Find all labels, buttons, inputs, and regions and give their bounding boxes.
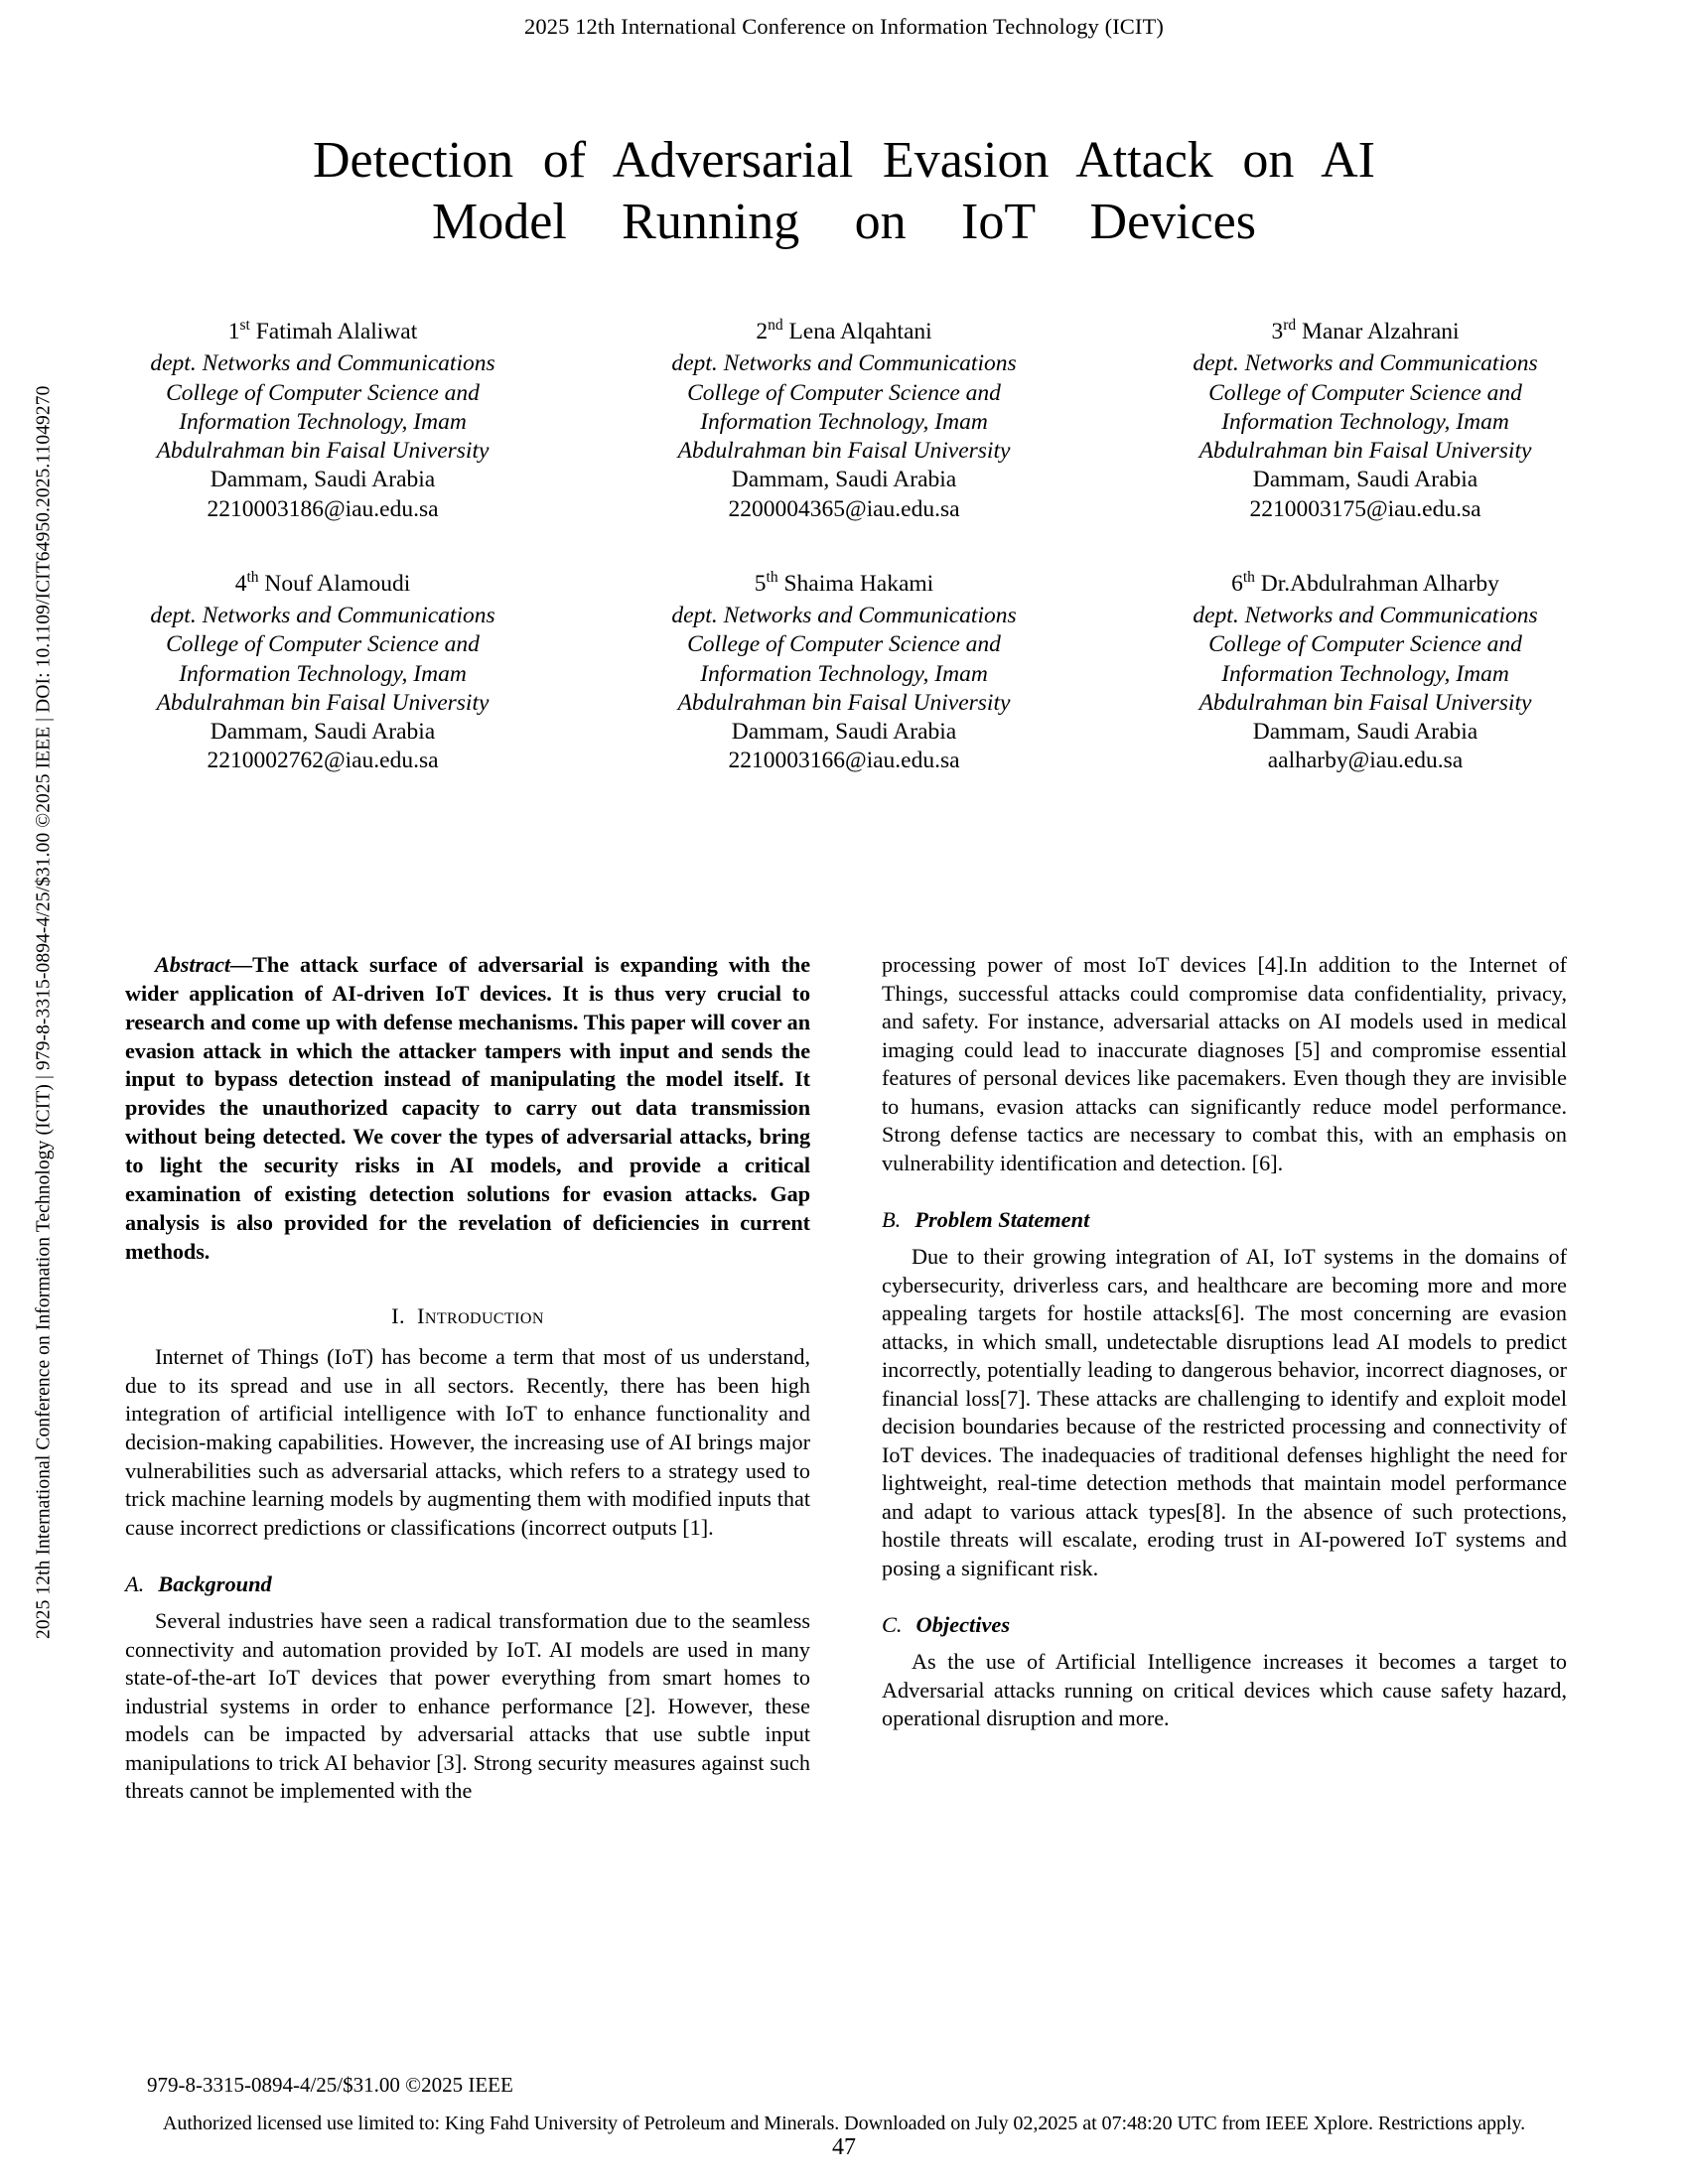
license-line: Authorized licensed use limited to: King Fahd University of Petroleum and Minerals. Downloaded on July 02,2025 at 07:48:20 UTC from IEEE Xplore. Restrictions apply.: [162, 2113, 1526, 2134]
author-org-line-1: College of Computer Science and: [687, 379, 1001, 406]
side-strip-text: 2025 12th International Conference on Information Technology (ICIT) | 979-8-3315-0894-4/25/$31.00 ©2025 IEEE | DOI: 10.1109/ICIT64950.2025.11049270: [33, 385, 55, 1640]
objectives-paragraph: As the use of Artificial Intelligence increases it becomes a target to Adversarial attacks running on critical devices which cause safety hazard, operational disruption and more.: [882, 1649, 1567, 1731]
abstract-text: The attack surface of adversarial is expanding with the wider application of AI-driven IoT devices. It is thus very crucial to research and come up with defense mechanisms. This paper will cover an evasion attack in which the attacker tampers with input and sends the input to bypass detection instead of manipulating the model itself. It provides the unauthorized capacity to carry out data transmission without being detected. We cover the types of adversarial attacks, bring to light the security risks in AI models, and provide a critical examination of existing detection solutions for evasion attacks. Gap analysis is also provided for the revelation of deficiencies in current methods.: [125, 952, 810, 1264]
introduction-paragraph: Internet of Things (IoT) has become a term that most of us understand, due to its spread and use in all sectors. Recently, there has been high integration of artificial intelligence with IoT to enhance functionality and decision-making capabilities. However, the increasing use of AI brings major vulnerabilities such as adversarial attacks, which refers to a strategy used to trick machine learning models by augmenting them with modified inputs that cause incorrect predictions or classifications (incorrect outputs [1].: [125, 1344, 810, 1540]
author-name: [89, 318, 556, 346]
author-ordinal: 5: [754, 570, 767, 597]
author-org-line-2: Information Technology, Imam: [1221, 660, 1509, 687]
author-email[interactable]: 2210003175@iau.edu.sa: [1249, 495, 1481, 522]
ieee-side-strip: [22, 0, 66, 2025]
author-org-line-3: Abdulrahman bin Faisal University: [156, 438, 490, 464]
author-full-name: Dr.Abdulrahman Alharby: [1260, 570, 1499, 597]
author-dept: dept. Networks and Communications: [671, 603, 1017, 628]
author-entry: [89, 570, 556, 776]
section-numeral: I.: [391, 1303, 406, 1329]
author-city: Dammam, Saudi Arabia: [1252, 467, 1478, 493]
background-paragraph-part-1: Several industries have seen a radical transformation due to the seamless connectivity and automation provided by IoT. AI models are used in many state-of-the-art IoT devices that power everything from smart homes to industrial systems in order to enhance performance [2]. However, these models can be impacted by adversarial attacks that use subtle input manipulations to trick AI behavior [3]. Strong security measures against such threats cannot be implemented with the: [125, 1608, 810, 1804]
author-entry: [611, 318, 1077, 524]
author-dept: dept. Networks and Communications: [150, 350, 495, 377]
subsection-heading-background: [125, 1571, 810, 1597]
author-city: Dammam, Saudi Arabia: [210, 719, 436, 745]
author-ordinal: 3: [1271, 319, 1284, 344]
author-full-name: Lena Alqahtani: [788, 319, 932, 344]
subsection-heading-problem-statement: [882, 1207, 1567, 1233]
author-city: Dammam, Saudi Arabia: [210, 467, 436, 493]
subsection-title: Objectives: [915, 1612, 1011, 1638]
author-email[interactable]: 2200004365@iau.edu.sa: [728, 495, 960, 522]
author-entry: [89, 318, 556, 524]
background-paragraph-part-2: processing power of most IoT devices [4].In addition to the Internet of Things, successful attacks could compromise data confidentiality, privacy, and safety. For instance, adversarial attacks on AI models used in medical imaging could lead to inaccurate diagnoses [5] and compromise essential features of personal devices like pacemakers. Even though they are invisible to humans, evasion attacks can significantly reduce model performance. Strong defense tactics are necessary to combat this, with an emphasis on vulnerability identification and detection. [6].: [882, 952, 1567, 1175]
author-org-line-3: Abdulrahman bin Faisal University: [156, 689, 490, 716]
author-ordinal: 6: [1231, 570, 1243, 597]
author-org-line-2: Information Technology, Imam: [700, 408, 988, 435]
section-heading-introduction: [125, 1303, 810, 1329]
author-name: [89, 570, 556, 599]
author-city: Dammam, Saudi Arabia: [731, 467, 957, 493]
body-columns: [125, 951, 1567, 1806]
author-city: Dammam, Saudi Arabia: [1252, 719, 1478, 745]
subsection-letter: A.: [125, 1571, 145, 1597]
author-entry: [1132, 570, 1599, 776]
abstract-paragraph: [125, 951, 810, 1266]
subsection-letter: B.: [882, 1207, 902, 1233]
subsection-heading-objectives: [882, 1612, 1567, 1638]
author-dept: dept. Networks and Communications: [150, 603, 495, 628]
running-header: 2025 12th International Conference on Information Technology (ICIT): [524, 14, 1164, 39]
author-org-line-1: College of Computer Science and: [1208, 631, 1522, 658]
author-entry: [1132, 318, 1599, 524]
copyright-line: 979-8-3315-0894-4/25/$31.00 ©2025 IEEE: [147, 2073, 513, 2097]
author-ordinal-suffix: th: [766, 568, 778, 586]
author-full-name: Nouf Alamoudi: [264, 570, 411, 597]
author-ordinal: 1: [227, 319, 240, 344]
author-org-line-2: Information Technology, Imam: [179, 408, 467, 435]
author-org-line-3: Abdulrahman bin Faisal University: [1198, 438, 1532, 464]
author-ordinal: 2: [756, 319, 769, 344]
author-org-line-2: Information Technology, Imam: [179, 660, 467, 687]
author-org-line-1: College of Computer Science and: [1208, 379, 1522, 406]
author-name: [1132, 570, 1599, 599]
author-ordinal-suffix: nd: [768, 317, 783, 335]
right-column: [882, 951, 1567, 1806]
page-number: 47: [832, 2134, 856, 2160]
author-ordinal-suffix: th: [246, 568, 259, 586]
author-org-line-3: Abdulrahman bin Faisal University: [1198, 689, 1532, 716]
author-email[interactable]: 2210003186@iau.edu.sa: [207, 495, 439, 522]
author-ordinal-suffix: rd: [1283, 317, 1297, 335]
author-email[interactable]: 2210002762@iau.edu.sa: [207, 748, 439, 774]
author-org-line-1: College of Computer Science and: [687, 631, 1001, 658]
author-row: [89, 318, 1599, 524]
paper-title-line-2: Model Running on IoT Devices: [432, 193, 1256, 250]
author-org-line-1: College of Computer Science and: [166, 631, 480, 658]
subsection-title: Problem Statement: [914, 1207, 1090, 1233]
section-title: Introduction: [417, 1303, 544, 1329]
author-name: [611, 318, 1077, 346]
author-ordinal-suffix: th: [1242, 568, 1255, 586]
author-org-line-2: Information Technology, Imam: [700, 660, 988, 687]
paper-title: [149, 130, 1539, 253]
author-dept: dept. Networks and Communications: [1193, 350, 1538, 377]
author-full-name: Shaima Hakami: [783, 570, 934, 597]
author-city: Dammam, Saudi Arabia: [731, 719, 957, 745]
author-email[interactable]: aalharby@iau.edu.sa: [1267, 748, 1464, 774]
abstract-label: Abstract—: [155, 952, 253, 977]
author-org-line-3: Abdulrahman bin Faisal University: [677, 438, 1011, 464]
author-entry: [611, 570, 1077, 776]
paper-title-line-1: Detection of Adversarial Evasion Attack on AI: [313, 131, 1375, 189]
subsection-letter: C.: [882, 1612, 903, 1638]
author-full-name: Fatimah Alaliwat: [255, 319, 418, 344]
author-name: [1132, 318, 1599, 346]
author-dept: dept. Networks and Communications: [671, 350, 1017, 377]
author-ordinal-suffix: st: [239, 317, 250, 335]
problem-statement-paragraph: Due to their growing integration of AI, IoT systems in the domains of cybersecurity, driverless cars, and healthcare are becoming more and more appealing targets for hostile attacks[6]. The most concerning are evasion attacks, in which small, undetectable disruptions lead AI models to predict incorrectly, potentially leading to dangerous behavior, incorrect diagnoses, or financial loss[7]. These attacks are challenging to identify and exploit model decision boundaries because of the restricted processing and connectivity of IoT devices. The inadequacies of traditional defenses highlight the need for lightweight, real-time detection methods that maintain model performance and adapt to various attack types[8]. In the absence of such protections, hostile threats will escalate, eroding trust in AI-powered IoT systems and posing a significant risk.: [882, 1244, 1567, 1580]
author-full-name: Manar Alzahrani: [1301, 319, 1460, 344]
author-org-line-1: College of Computer Science and: [166, 379, 480, 406]
subsection-title: Background: [158, 1571, 272, 1597]
author-row: [89, 570, 1599, 776]
author-block: [89, 318, 1599, 776]
author-name: [611, 570, 1077, 599]
author-dept: dept. Networks and Communications: [1193, 603, 1538, 628]
author-org-line-3: Abdulrahman bin Faisal University: [677, 689, 1011, 716]
left-column: [125, 951, 810, 1806]
author-email[interactable]: 2210003166@iau.edu.sa: [728, 748, 960, 774]
author-ordinal: 4: [234, 570, 247, 597]
author-org-line-2: Information Technology, Imam: [1221, 408, 1509, 435]
